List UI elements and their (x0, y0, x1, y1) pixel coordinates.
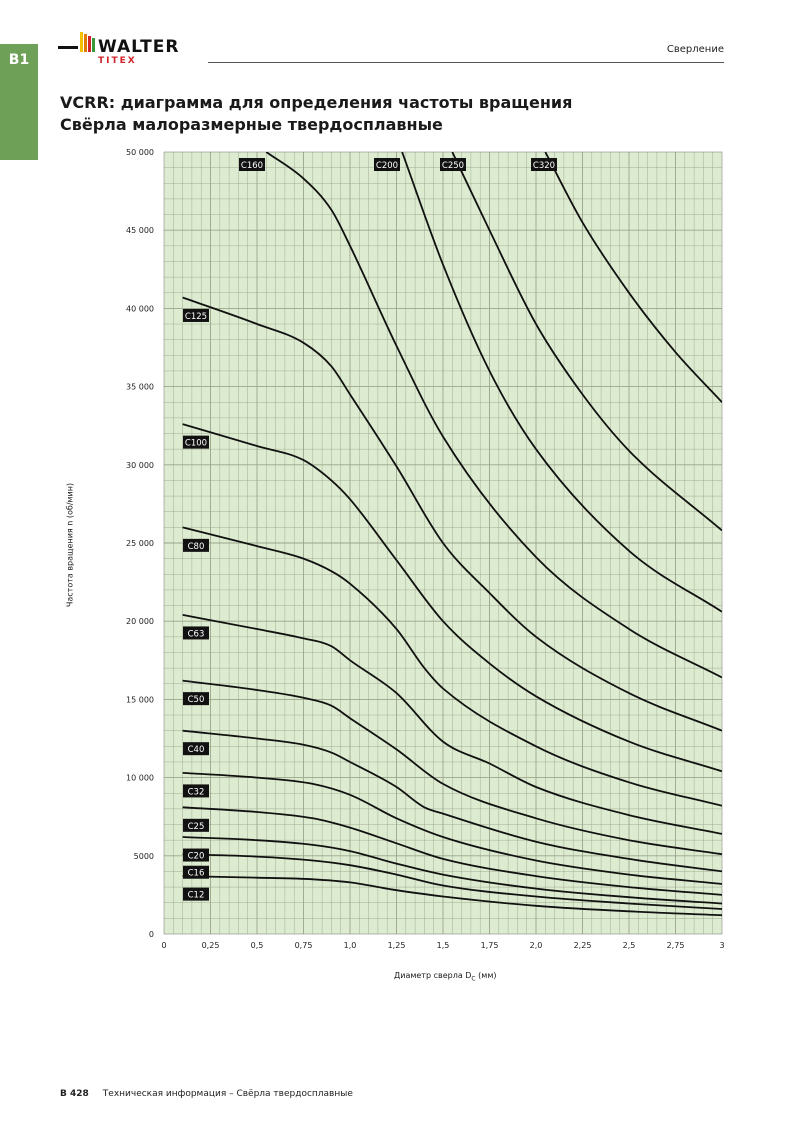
series-label: C250 (441, 161, 465, 172)
y-tick-label: 15 000 (126, 695, 154, 705)
x-tick-label: 0,25 (201, 941, 220, 950)
x-axis-label: Диаметр сверла D (394, 971, 472, 980)
series-label: C80 (187, 541, 205, 552)
y-tick-label: 10 000 (126, 773, 154, 783)
series-label: C32 (187, 787, 205, 798)
series-label: C160 (240, 161, 264, 172)
x-tick-label: 3 (719, 941, 725, 950)
x-tick-label: 0,75 (294, 941, 313, 950)
x-axis-label-subscript: C (471, 975, 476, 983)
series-label: C100 (184, 438, 208, 449)
series-label: C200 (375, 161, 399, 172)
y-tick-label: 50 000 (126, 148, 154, 157)
series-label: C320 (532, 161, 556, 172)
title-line-2: Свёрла малоразмерные твердосплавные (60, 115, 443, 134)
y-tick-label: 30 000 (126, 460, 154, 470)
series-label: C12 (187, 890, 205, 901)
logo-wordmark: WALTER (98, 37, 180, 57)
x-tick-label: 1,25 (387, 941, 406, 950)
x-tick-label: 1,0 (343, 941, 357, 950)
y-tick-label: 5000 (133, 851, 154, 861)
y-tick-label: 40 000 (126, 304, 154, 314)
series-label: C63 (187, 629, 205, 640)
x-tick-label: 2,5 (622, 941, 636, 950)
y-tick-label: 20 000 (126, 617, 154, 627)
y-axis-label: Частота вращения n (об/мин) (65, 482, 75, 608)
series-label: C20 (187, 851, 205, 862)
x-tick-label: 0 (161, 941, 167, 950)
chapter-tab-label: B1 (8, 52, 30, 68)
logo-subwordmark: TITEX (98, 56, 137, 66)
series-label: C16 (187, 868, 205, 879)
y-tick-label: 45 000 (126, 226, 154, 236)
series-label: C25 (187, 821, 205, 832)
x-axis-title (394, 971, 496, 983)
x-tick-label: 1,75 (480, 941, 499, 950)
series-label: C40 (187, 745, 205, 756)
title-line-1: VCRR: диаграмма для определения частоты вращения (60, 93, 573, 112)
x-axis-unit: (мм) (478, 971, 497, 980)
x-tick-label: 2,0 (529, 941, 543, 950)
section-name: Сверление (666, 44, 724, 55)
x-tick-label: 0,5 (250, 941, 264, 950)
y-tick-label: 0 (148, 930, 154, 939)
x-tick-label: 1,5 (436, 941, 450, 950)
y-tick-label: 35 000 (126, 382, 154, 392)
footer-text: Техническая информация – Свёрла твердосплавные (102, 1089, 353, 1099)
x-tick-label: 2,25 (573, 941, 592, 950)
y-tick-label: 25 000 (126, 539, 154, 548)
page-footer (60, 1089, 353, 1099)
series-label: C125 (184, 311, 208, 322)
series-label: C50 (187, 695, 205, 706)
page-number: B 428 (60, 1089, 89, 1099)
x-tick-label: 2,75 (666, 941, 685, 950)
